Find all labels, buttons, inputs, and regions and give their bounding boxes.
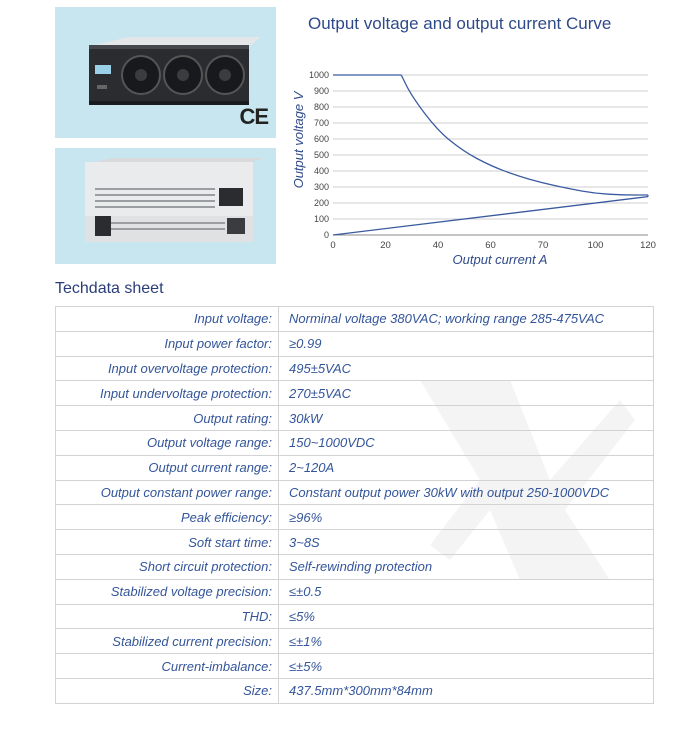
spec-table <box>55 306 654 704</box>
spec-label: Output voltage range: <box>56 430 279 455</box>
spec-value: 3~8S <box>279 530 654 555</box>
spec-value: Norminal voltage 380VAC; working range 285-475VAC <box>279 307 654 332</box>
y-tick-label: 100 <box>313 214 329 224</box>
spec-row <box>56 654 654 679</box>
spec-label: Stabilized current precision: <box>56 629 279 654</box>
spec-label: Current-imbalance: <box>56 654 279 679</box>
y-tick-labels <box>309 70 329 240</box>
spec-label: Input power factor: <box>56 331 279 356</box>
y-tick-label: 600 <box>313 134 329 144</box>
x-tick-label: 60 <box>485 240 496 251</box>
chart-grid <box>333 75 648 235</box>
spec-value: ≤5% <box>279 604 654 629</box>
spec-value: ≥96% <box>279 505 654 530</box>
spec-label: Peak efficiency: <box>56 505 279 530</box>
y-tick-label: 200 <box>313 198 329 208</box>
spec-label: Input voltage: <box>56 307 279 332</box>
spec-value: Constant output power 30kW with output 250-1000VDC <box>279 480 654 505</box>
spec-label: Output constant power range: <box>56 480 279 505</box>
spec-value: ≤±5% <box>279 654 654 679</box>
x-tick-label: 100 <box>587 240 604 251</box>
y-tick-label: 900 <box>313 86 329 96</box>
product-photo-rear <box>55 148 276 264</box>
series-line <box>401 75 648 195</box>
y-tick-label: 700 <box>313 118 329 128</box>
spec-label: Output current range: <box>56 455 279 480</box>
y-axis-label: Output voltage V <box>291 91 306 189</box>
product-photo-front <box>55 7 276 138</box>
spec-row <box>56 678 654 703</box>
y-tick-label: 500 <box>313 150 329 160</box>
spec-row <box>56 579 654 604</box>
spec-value: ≥0.99 <box>279 331 654 356</box>
spec-value: 2~120A <box>279 455 654 480</box>
spec-row <box>56 554 654 579</box>
x-axis-label: Output current A <box>452 252 548 267</box>
spec-label: Soft start time: <box>56 530 279 555</box>
spec-row <box>56 430 654 455</box>
x-tick-label: 0 <box>330 240 336 251</box>
x-tick-label: 120 <box>640 240 656 251</box>
spec-label: THD: <box>56 604 279 629</box>
spec-value: ≤±1% <box>279 629 654 654</box>
spec-label: Short circuit protection: <box>56 554 279 579</box>
spec-row <box>56 530 654 555</box>
spec-value: 270±5VAC <box>279 381 654 406</box>
ce-mark-logo: CE <box>239 104 268 129</box>
techdata-sheet-title: Techdata sheet <box>55 280 164 297</box>
spec-row <box>56 307 654 332</box>
spec-row <box>56 629 654 654</box>
power-supply-rear-illustration <box>55 148 276 264</box>
y-tick-label: 0 <box>323 230 329 240</box>
spec-label: Stabilized voltage precision: <box>56 579 279 604</box>
series-line <box>333 197 648 235</box>
spec-value: 30kW <box>279 406 654 431</box>
spec-value: 150~1000VDC <box>279 430 654 455</box>
y-tick-label: 800 <box>313 102 329 112</box>
spec-value: Self-rewinding protection <box>279 554 654 579</box>
spec-row <box>56 331 654 356</box>
x-tick-label: 20 <box>380 240 391 251</box>
spec-row <box>56 381 654 406</box>
x-tick-label: 70 <box>537 240 549 251</box>
x-tick-label: 40 <box>432 240 444 251</box>
chart-title: Output voltage and output current Curve <box>308 14 612 33</box>
x-tick-labels <box>330 240 656 251</box>
spec-value: 495±5VAC <box>279 356 654 381</box>
y-tick-label: 400 <box>313 166 329 176</box>
spec-label: Output rating: <box>56 406 279 431</box>
spec-label: Input undervoltage protection: <box>56 381 279 406</box>
spec-row <box>56 505 654 530</box>
spec-row <box>56 455 654 480</box>
y-tick-label: 1000 <box>308 70 329 80</box>
spec-value: 437.5mm*300mm*84mm <box>279 678 654 703</box>
spec-row <box>56 604 654 629</box>
voltage-current-chart <box>290 62 670 272</box>
spec-row <box>56 406 654 431</box>
y-tick-label: 300 <box>313 182 329 192</box>
spec-value: ≤±0.5 <box>279 579 654 604</box>
spec-label: Input overvoltage protection: <box>56 356 279 381</box>
spec-row <box>56 480 654 505</box>
spec-row <box>56 356 654 381</box>
spec-label: Size: <box>56 678 279 703</box>
